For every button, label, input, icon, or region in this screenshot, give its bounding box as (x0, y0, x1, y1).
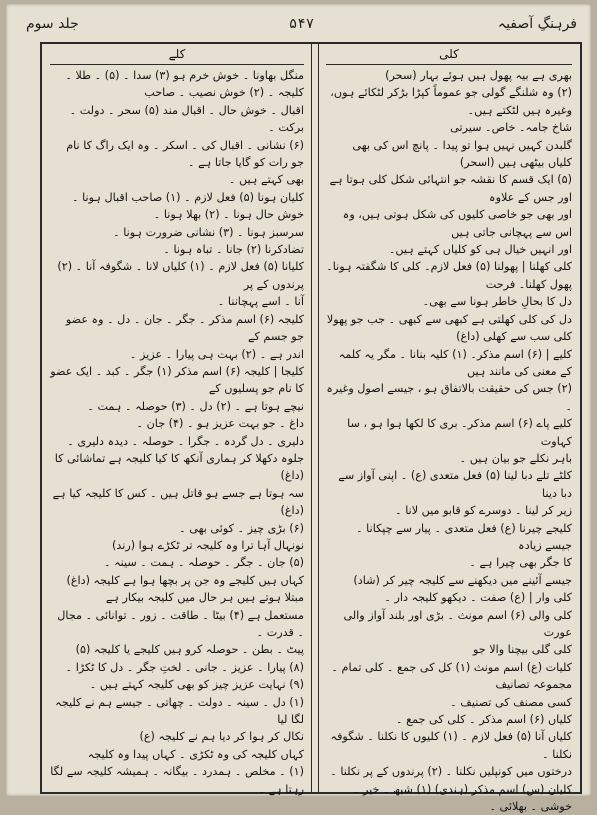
text-line: زیر کر لینا ۔ دوسرے کو قابو میں لانا ۔ (395, 504, 572, 518)
text-line: کلیجے چیرنا (ع) فعل متعدی ۔ پیار سے چپکانا ۔ جیسے زیادہ (356, 521, 572, 552)
text-line: (۱) ۔ مخلص ۔ ہمدرد ۔ بیگانہ ۔ ہمیشہ کلیجہ سے لگا رہتا ہے ۔ (50, 765, 304, 796)
text-line: منگل بھاونا ۔ خوش خرم ہو (۳) سدا ۔ (۵) ۔ طلا ۔ کلیجہ ۔ (۲) خوش نصیب ۔ صاحب (65, 69, 304, 100)
text-line: کسی مصنف کی تصنیف ۔ (450, 695, 572, 709)
text-line: سہ ہوتا ہے جسے ہو قاتل ہیں ۔ کس کا کلیجہ کیا ہے (داغ) (52, 486, 304, 518)
text-line: کلیے پاے (۶) اسم مذکر۔ بری کا لکھا ہوا ہو ، سا کہاوت (347, 417, 572, 448)
text-line: بھری ہے بیہ پھول ہیں ہوئے بہار (سحر) (385, 69, 572, 82)
text-line: کلی کھلنا | پھولنا (۵) فعل لازم۔ کلی کا شگفتہ ہونا۔ پھول کھلنا۔ فرحت (326, 260, 572, 291)
text-line: جلوہ دکھلا کر ہماری آنکھ کا کیا کلیجہ ہے تماشائی کا (داغ) (54, 451, 304, 483)
text-line: کلی گلی بیچنا والا جو (472, 643, 572, 657)
text-line: اور بھی جو خاصی کلیوں کی شکل ہوتی ہیں، وہ اس سے پہچانی جاتی ہیں (342, 208, 572, 239)
text-line: مبتلا ہوتے ہیں ہر حال میں کلیجہ بیکار ہے (105, 591, 304, 605)
text-line: باہر نکلے جو بیان ہیں ۔ (459, 451, 572, 465)
text-line: کلیان (س) اسم مذکر (ہندی) (۱) شبھ ۔ خیر ۔ خوشی ۔ بھلائی ۔ (352, 782, 572, 814)
text-line: کلیاں آنا (۵) فعل لازم ۔ (۱) کلیوں کا نکلنا ۔ شگوفہ نکلنا ۔ (330, 730, 572, 761)
page-number: ۵۴۷ (288, 16, 315, 32)
dictionary-page (6, 4, 591, 814)
text-line: بھی کہتے ہیں ۔ (228, 173, 304, 187)
text-line: کہاں ہیں کلیجے وہ جن پر بچھا ہوا ہے کلیجہ (داغ) (66, 573, 304, 587)
left-column-lines (50, 67, 304, 798)
text-line: کہاں کلیجہ کی وہ ٹکڑی ۔ کہاں پیدا وہ کلیجہ (87, 747, 304, 761)
text-line: نونہال آہا ترا وہ کلیجہ تر ٹکڑے ہوا (رند) (111, 538, 304, 552)
text-frame (40, 42, 582, 814)
text-line: پیٹ ۔ بطن ۔ حوصلہ کرو ہیں کلیجے یا کلیجہ (۵) (75, 643, 304, 657)
text-line: دل کا بحالِ خاطر ہونا سے بھی۔ (422, 295, 572, 309)
text-line: کلی والی (۶) اسم مونث ۔ بڑی اور بلند آواز والی عورت (343, 608, 572, 639)
text-line: (۸) پیارا ۔ عزیز ۔ جانی ۔ لختِ جگر ۔ دل کا ٹکڑا ۔ (65, 660, 304, 674)
text-line: اندر ہے ۔ (۲) بہت ہی پیارا ۔ عزیز ۔ (129, 347, 304, 361)
text-line: گلبدن کہیں نہیں ہوا تو پیدا ۔ پانچ اس کی بھی کلیاں بیٹھی ہیں (اسحر) (352, 138, 572, 170)
text-line: تضادکرنا (۲) جانا ۔ تباہ ہونا ۔ (163, 243, 304, 257)
text-line: کا جگر بھی چیرا ہے ۔ (469, 556, 572, 570)
text-line: دل کی کلی کھلتی ہے کبھی سے کبھی ۔ جب جو پھولا کلی سب سے کھلی (داغ) (326, 312, 572, 344)
page-header (26, 14, 577, 40)
text-line: اقبال ۔ خوش حال ۔ اقبال مند (۵) سحر ۔ دولت ۔ برکت ۔ (69, 103, 304, 135)
text-line: (۶) بڑی چیز ۔ کوئی بھی ۔ (179, 521, 304, 535)
text-line: جیسے آئینے میں دیکھنے سے کلیجہ چیر کر (شاد) (353, 573, 572, 587)
text-line: کلیجہ (۶) اسم مذکر ۔ جگر ۔ جان ۔ دل ۔ وہ عضو جو جسم کے (65, 312, 304, 344)
volume-label: جلد سوم (26, 16, 79, 32)
left-column-heading: کلے (50, 46, 304, 65)
text-line: کلیجا | کلیجہ (۶) اسم مذکر (۱) جگر ۔ کبد ۔ ایک عضو کا نام جو پسلیوں کے (50, 364, 304, 396)
text-line: (۵) ایک قسم کا نقشہ جو انتہائی شکل کلی ہوتا ہے اور جس کے علاوہ (329, 173, 572, 204)
text-line: (۱) دل ۔ سینہ ۔ دولت ۔ چھاتی ۔ جیسے ہم نے کلیجہ لگا لیا (55, 695, 304, 727)
text-line: سرسبز ہونا ۔ (۳) نشانی ضرورت ہونا ۔ (113, 225, 304, 239)
text-line: (۵) جان ۔ جگر ۔ حوصلہ ۔ ہمت ۔ سینہ ۔ (103, 556, 304, 570)
text-line: کلیے | (۶) اسم مذکر۔ (۱) کلیہ بنانا ۔ مگر یہ کلمہ کے معنی کی مانند ہیں (338, 347, 572, 378)
text-line: کلیات (ع) اسم مونث (۱) کل کی جمع ۔ کلی تمام ۔ مجموعہ تصانیف (331, 660, 572, 692)
text-line: دلیری ۔ دل گردہ ۔ جگرا ۔ حوصلہ ۔ دیدہ دلیری ۔ (67, 434, 304, 448)
text-line: (۲) وہ شلنگے گولی جو عموماً کپڑا بڑکر لٹکائے ہوں، وغیرہ ہیں لٹکتے ہیں۔ (330, 86, 572, 117)
right-column (318, 44, 580, 814)
text-line: کلیانا (۵) فعل لازم ۔ (۱) کلیاں لانا ۔ شگوفہ آنا ۔ (۲) پرندوں کے پر (57, 260, 304, 291)
text-line: نکال کر ہوا کر دیا ہم نے کلیجہ (ع) (139, 730, 304, 744)
text-line: آنا ۔ اسے پہچاننا ۔ (217, 295, 304, 309)
text-line: درختوں میں کونپلیں نکلنا ۔ (۲) پرندوں کے پر نکلنا ۔ (330, 765, 572, 779)
left-column (42, 44, 312, 796)
right-column-lines (326, 67, 572, 815)
text-line: (۲) جس کی حقیقت بالاتفاق ہو ، جیسے اصول وغیرہ ۔ (326, 382, 572, 413)
text-line: داغ ۔ جو بہت عزیز ہو ۔ (۴) جان ۔ (136, 417, 304, 431)
text-line: اور انہیں خیال ہی کو کلیاں کہتے ہیں۔ (388, 243, 572, 257)
text-line: (۹) نہایت عزیز چیز کو بھی کلیجہ کہتے ہیں ۔ (89, 678, 304, 692)
text-line: (۶) نشانی ۔ اقبال کی ۔ اسکر ۔ وہ ایک راگ کا نام جو رات کو گایا جاتا ہے ۔ (66, 138, 304, 170)
text-line: کلیان ہونا (۵) فعل لازم ۔ (۱) صاحب اقبال ہونا ۔ خوش حال ہونا ۔ (۲) بھلا ہونا ۔ (71, 190, 304, 222)
text-line: کلی وار | (ع) صفت ۔ دیکھو کلیجہ دار ۔ (384, 591, 572, 605)
column-divider (311, 44, 319, 792)
right-column-heading: کلی (326, 46, 572, 65)
text-line: کلٹے تلے دبا لینا (۵) فعل متعدی (ع) ۔ اپنی آواز سے دبا دینا (338, 469, 572, 500)
text-line: شاخ جامہ۔ خاص۔ سیرتی (450, 121, 572, 135)
text-line: مستعمل ہے (۴) بیٹا ۔ طاقت ۔ زور ۔ توانائی ۔ مجال ۔ قدرت ۔ (57, 608, 304, 639)
text-line: نیچے ہوتا ہے ۔ (۲) دل ۔ (۳) حوصلہ ۔ ہمت ۔ (87, 399, 304, 413)
text-line: کلیاں (۶) اسم مذکر ۔ کلی کی جمع ۔ (396, 713, 572, 727)
book-title: فرہنگِ آصفیہ (497, 16, 577, 32)
